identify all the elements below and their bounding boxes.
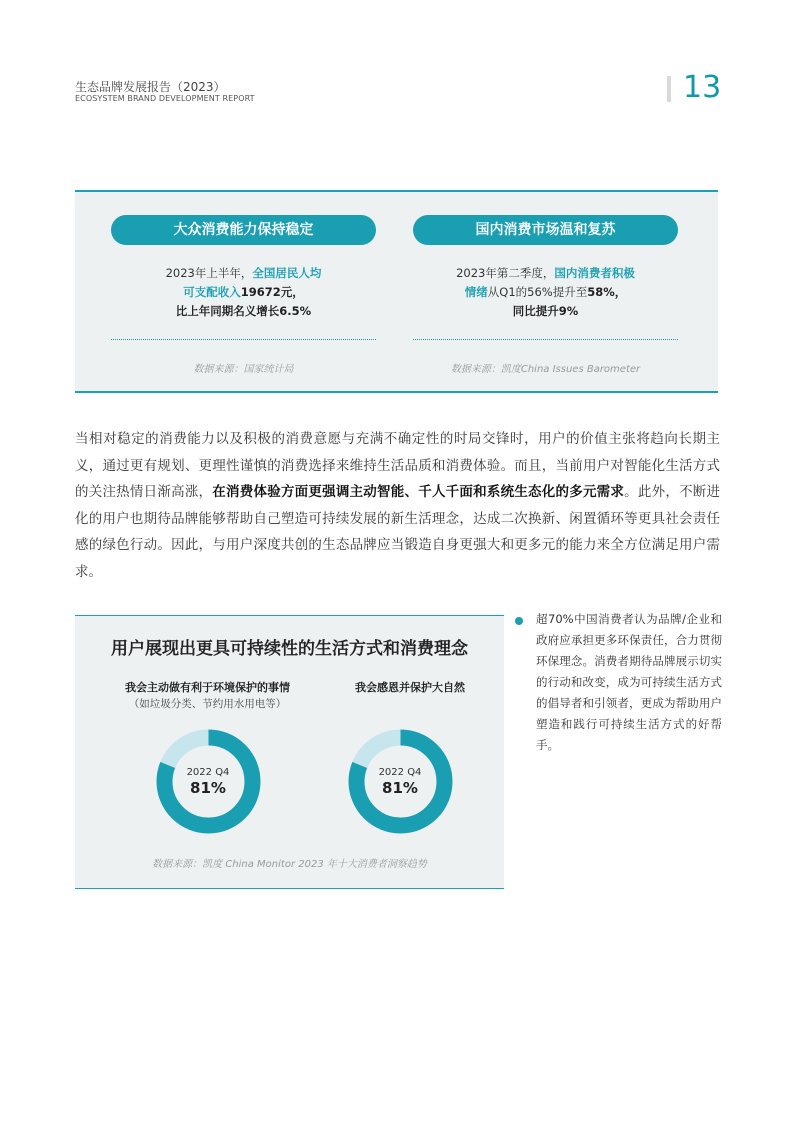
- donut-right-value: 81%: [382, 779, 418, 797]
- chart-right-title: 我会感恩并保护大自然: [355, 681, 465, 694]
- stat-right-text: [413, 264, 678, 321]
- divider-right: [413, 339, 678, 340]
- donut-left-label: [168, 767, 248, 797]
- body-paragraph: [75, 426, 720, 585]
- chart-left-title: 我会主动做有利于环境保护的事情: [125, 681, 290, 694]
- chart-panel: [75, 615, 504, 889]
- divider-left: [111, 339, 376, 340]
- donut-right-label: [360, 767, 440, 797]
- bullet-icon: [515, 617, 523, 625]
- stat-right-pill: 国内消费市场温和复苏: [413, 215, 678, 245]
- page-number-divider: [667, 76, 671, 102]
- stat-right-l2a: 情绪: [464, 285, 488, 299]
- paragraph-bold: 在消费体验方面更强调主动智能、千人千面和系统生态化的多元需求: [212, 484, 625, 500]
- donut-right-period: 2022 Q4: [378, 767, 422, 778]
- side-note: 超70%中国消费者认为品牌/企业和政府应承担更多环保责任，合力贯彻环保理念。消费者期待品牌展示切实的行动和改变，成为可持续生活方式的倡导者和引领者，更成为帮助用户塑造和践行可持续生活方式的好帮手。: [536, 612, 722, 752]
- page-number: 13: [683, 70, 722, 105]
- stat-right-l1a: 2023年第二季度，: [456, 266, 555, 280]
- stat-left-l1a: 2023年上半年，: [165, 266, 253, 280]
- chart-panel-title: 用户展现出更具可持续性的生活方式和消费理念: [111, 639, 468, 659]
- paragraph-part2: 。此外，不断进化的用户也期待品牌能够帮助自己塑造可持续发展的新生活理念，达成二次换新、闲置循环等更具社会责任感的绿色行动。因此，与用户深度共创的生态品牌应当锻造自身更强大和更多元的能力来全方位满足用户需求。: [75, 484, 721, 580]
- stat-right-l2c: 58%，: [587, 285, 627, 299]
- stat-right-source: 数据来源：凯度China Issues Barometer: [450, 364, 641, 375]
- stat-left-l1b: 全国居民人均: [252, 266, 322, 280]
- stat-left-source: 数据来源：国家统计局: [193, 364, 294, 375]
- chart-source: 数据来源：凯度 China Monitor 2023 年十大消费者洞察趋势: [152, 859, 427, 870]
- stat-left-l2b: 19672元，: [240, 285, 304, 299]
- donut-left-value: 81%: [190, 779, 226, 797]
- chart-left-subtitle: （如垃圾分类、节约用水用电等）: [128, 698, 287, 710]
- stat-right-l1b: 国内消费者积极: [554, 266, 635, 280]
- stats-panel: [75, 190, 718, 393]
- paragraph-part1: 当相对稳定的消费能力以及积极的消费意愿与充满不确定性的时局交锋时，用户的价值主张将趋向长期主义，通过更有规划、更理性谨慎的消费选择来维持生活品质和消费体验。而且，当前用户对智能化生活方式的关注热情日渐高涨，: [75, 431, 720, 500]
- donut-left-period: 2022 Q4: [186, 767, 230, 778]
- stat-left-pill: 大众消费能力保持稳定: [111, 215, 376, 245]
- stat-left-l2a: 可支配收入: [183, 285, 241, 299]
- stat-right-l3: 同比提升9%: [512, 304, 579, 318]
- stat-left-l3: 比上年同期名义增长6.5%: [175, 304, 312, 318]
- report-title: 生态品牌发展报告（2023）: [75, 80, 226, 94]
- report-subtitle: ECOSYSTEM BRAND DEVELOPMENT REPORT: [75, 94, 255, 103]
- stat-left-text: [111, 264, 376, 321]
- stat-right-l2b: 从Q1的56%提升至: [487, 285, 588, 299]
